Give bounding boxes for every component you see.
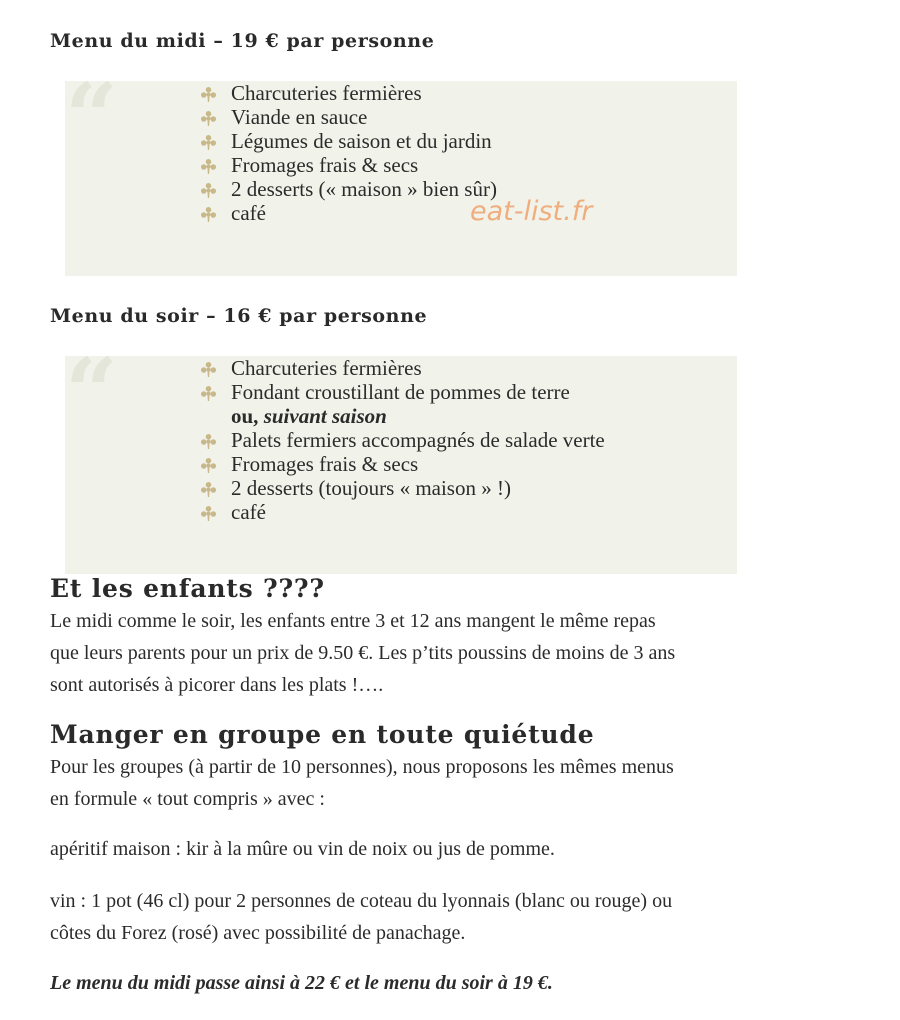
group-wine-line: vin : 1 pot (46 cl) pour 2 personnes de coteau du lyonnais (blanc ou rouge) ou xyxy=(50,890,673,912)
fleur-bullet-icon xyxy=(200,433,217,450)
fleur-bullet-icon xyxy=(200,86,217,103)
kids-line: que leurs parents pour un prix de 9.50 €. Les p’tits poussins de moins de 3 ans xyxy=(50,642,676,664)
fleur-bullet-icon xyxy=(200,505,217,522)
lunch-item-label: Légumes de saison et du jardin xyxy=(231,129,492,153)
quote-mark-icon: “ xyxy=(65,63,118,171)
kids-paragraph xyxy=(50,605,675,701)
dinner-menu-box xyxy=(65,338,737,574)
fleur-bullet-icon xyxy=(200,206,217,223)
list-item xyxy=(200,81,497,105)
quote-mark-icon: “ xyxy=(65,338,118,446)
watermark: eat-list.fr xyxy=(470,196,593,227)
list-item xyxy=(200,476,605,500)
fleur-bullet-icon xyxy=(200,361,217,378)
lunch-item-label: Viande en sauce xyxy=(231,105,368,129)
dinner-item-alt-emph-text: suivant saison xyxy=(263,404,387,428)
fleur-bullet-icon xyxy=(200,134,217,151)
group-wine-line: côtes du Forez (rosé) avec possibilité de panachage. xyxy=(50,922,466,944)
kids-line: sont autorisés à picorer dans les plats !…. xyxy=(50,674,384,696)
list-item xyxy=(200,177,497,201)
fleur-bullet-icon xyxy=(200,182,217,199)
group-intro-line: en formule « tout compris » avec : xyxy=(50,788,325,810)
lunch-menu-box xyxy=(65,63,737,276)
list-item xyxy=(200,105,497,129)
lunch-item-label: Fromages frais & secs xyxy=(231,153,419,177)
kids-heading: Et les enfants ???? xyxy=(50,574,325,603)
list-item xyxy=(200,356,605,380)
fleur-bullet-icon xyxy=(200,457,217,474)
list-item xyxy=(200,129,497,153)
dinner-item-label: café xyxy=(231,500,266,524)
list-item xyxy=(200,500,605,524)
list-item xyxy=(200,428,605,452)
dinner-item-label: Fondant croustillant de pommes de terre xyxy=(231,380,570,404)
lunch-menu-title: Menu du midi – 19 € par personne xyxy=(50,30,435,52)
fleur-bullet-icon xyxy=(200,110,217,127)
list-item xyxy=(200,452,605,476)
dinner-item-alt-emph xyxy=(264,404,387,428)
group-wine xyxy=(50,885,672,949)
dinner-menu-title: Menu du soir – 16 € par personne xyxy=(50,305,428,327)
fleur-bullet-icon xyxy=(200,385,217,402)
fleur-bullet-icon xyxy=(200,481,217,498)
group-conclusion: Le menu du midi passe ainsi à 22 € et le menu du soir à 19 €. xyxy=(50,972,553,994)
group-heading: Manger en groupe en toute quiétude xyxy=(50,720,595,749)
list-item-continuation xyxy=(200,404,605,428)
dinner-item-alt-prefix: ou, xyxy=(231,404,264,428)
group-intro-line: Pour les groupes (à partir de 10 personnes), nous proposons les mêmes menus xyxy=(50,756,674,778)
list-item xyxy=(200,201,497,225)
list-item xyxy=(200,153,497,177)
dinner-item-label: Palets fermiers accompagnés de salade verte xyxy=(231,428,605,452)
lunch-menu-list xyxy=(200,81,497,225)
lunch-item-label: Charcuteries fermières xyxy=(231,81,422,105)
group-aperitif: apéritif maison : kir à la mûre ou vin de noix ou jus de pomme. xyxy=(50,838,555,860)
list-item xyxy=(200,380,605,404)
dinner-item-label: Fromages frais & secs xyxy=(231,452,419,476)
dinner-menu-list xyxy=(200,356,605,524)
dinner-item-label: 2 desserts (toujours « maison » !) xyxy=(231,476,511,500)
lunch-item-label: 2 desserts (« maison » bien sûr) xyxy=(231,177,497,201)
lunch-item-label: café xyxy=(231,201,266,225)
fleur-bullet-icon xyxy=(200,158,217,175)
group-intro xyxy=(50,751,674,815)
dinner-item-label: Charcuteries fermières xyxy=(231,356,422,380)
kids-line: Le midi comme le soir, les enfants entre 3 et 12 ans mangent le même repas xyxy=(50,610,656,632)
